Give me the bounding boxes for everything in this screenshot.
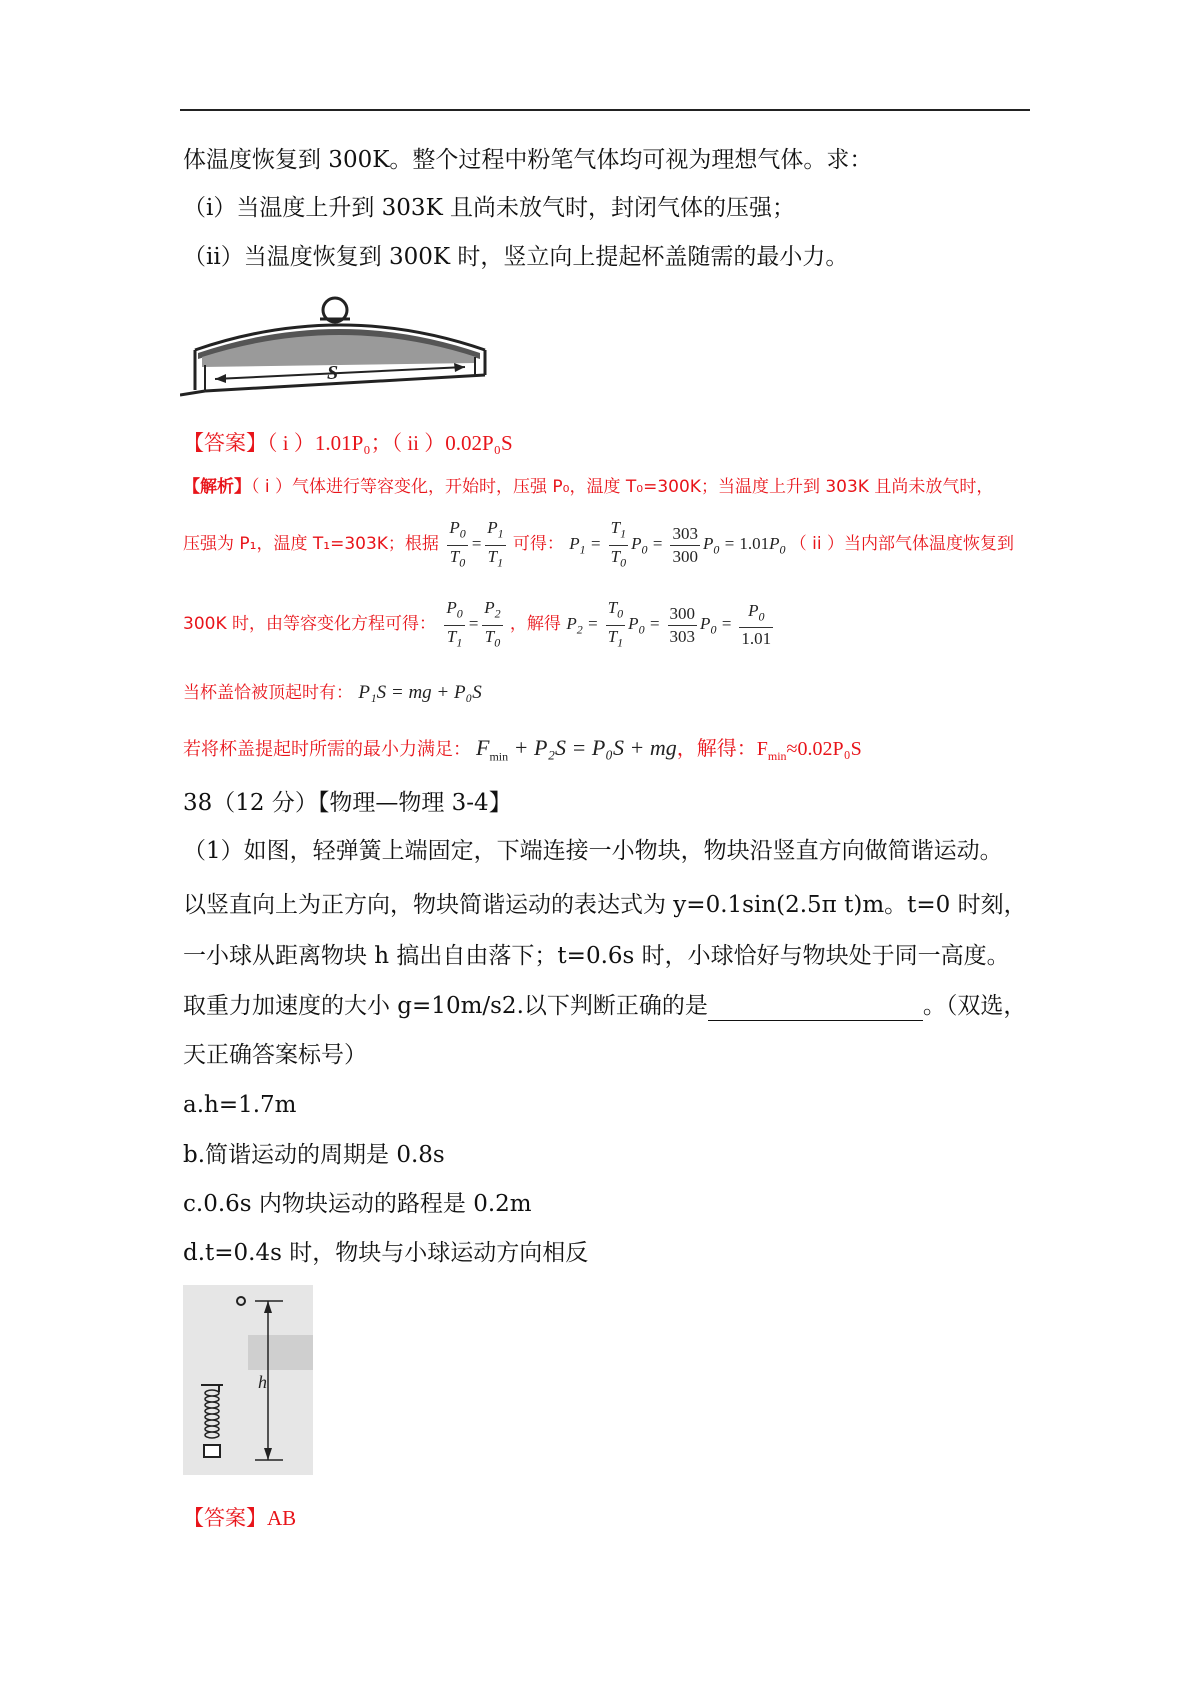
q37-answer: [183, 428, 513, 458]
answer-blank: [708, 996, 923, 1021]
q37-analysis-line5: 若将杯盖提起时所需的最小力满足： $F_{min} + P_2S = P_0S$ + mg，解得：$F_{min}\approx 0.02P_0S$: [183, 735, 862, 764]
answer-text: （ i ）1.01P₀；（ ii ）0.02P₀S: [267, 431, 513, 455]
spring-figure: [183, 1285, 313, 1475]
q38-line3: 一小球从距离物块 h 搞出自由落下；t=0.6s 时，小球恰好与物块处于同一高度。: [183, 943, 1010, 969]
q37-analysis-line1: 【解析】（ i ）气体进行等容变化，开始时，压强 P₀，温度 T₀=300K；当温度上升到 303K 且尚未放气时，: [183, 477, 994, 497]
figure-label-h: h: [258, 1372, 267, 1392]
answer-tag: 【答案】: [183, 431, 267, 455]
q37-line1: 体温度恢复到 300K。整个过程中粉笔气体均可视为理想气体。求：: [183, 147, 873, 173]
option-b: b.简谐运动的周期是 0.8s: [183, 1142, 445, 1168]
cup-lid-figure: [180, 295, 500, 405]
option-d: d.t=0.4s 时，物块与小球运动方向相反: [183, 1240, 589, 1266]
q37-part-ii: （ii）当温度恢复到 300K 时，竖立向上提起杯盖随需的最小力。: [183, 244, 849, 270]
formula-ratio: $\frac{P_0}{T_0}$ = $\frac{P_1}{T_1}$: [449, 518, 504, 569]
answer-tag: 【答案】: [183, 1506, 267, 1530]
q38-answer: [183, 1503, 296, 1533]
formula-fmin: $F_{min} + P_2S = P_0S$ + mg: [476, 735, 677, 764]
formula-isochoric: $\frac{P_0}{T_1}$ = $\frac{P_2}{T_0}$: [446, 598, 501, 649]
q38-line5: 天正确答案标号）: [183, 1042, 367, 1068]
formula-lift: P₁S = mg + P₀S: [358, 682, 482, 703]
q38-header: 38（12 分）【物理—物理 3-4】: [183, 790, 512, 816]
q37-analysis-line2: 压强为 P₁，温度 T₁=303K；根据 $\frac{P_0}{T_0}$ = $\frac{P_1}{T_1}$ 可得： $P_1$ = $\frac{T_1}{T_0}$ $P_0$ = $\frac{303}{300}$ $P_0 = 1.01P_0$ （ ii ）当内部气体温度恢复到: [183, 518, 1014, 569]
formula-p1: $P_1$ = $\frac{T_1}{T_0}$ $P_0$ = $\frac{303}{300}$ $P_0 = 1.01P_0$: [569, 518, 786, 569]
answer-text: AB: [267, 1506, 297, 1530]
q37-analysis-line3: 300K 时，由等容变化方程可得： $\frac{P_0}{T_1}$ = $\frac{P_2}{T_0}$ ，解得 $P_2$ = $\frac{T_0}{T_1}$ $P_0$ = $\frac{300}{303}$ $P_0$ = $\frac{P_0}{1.01}$: [183, 595, 776, 658]
q38-line2: 以竖直向上为正方向，物块简谐运动的表达式为 y=0.1sin(2.5π t)m。t=0 时刻，: [183, 892, 1027, 918]
q38-line4: 取重力加速度的大小 g=10m/s2.以下判断正确的是 。（双选，: [183, 993, 1027, 1019]
header-rule: [180, 109, 1030, 111]
q38-line1: （1）如图，轻弹簧上端固定，下端连接一小物块，物块沿竖直方向做简谐运动。: [183, 838, 1003, 864]
option-a: a.h=1.7m: [183, 1092, 297, 1118]
option-c: c.0.6s 内物块运动的路程是 0.2m: [183, 1191, 532, 1217]
figure-label-s: S: [327, 362, 339, 384]
analysis-tag: 【解析】: [183, 477, 251, 497]
formula-p2: $P_2$ = $\frac{T_0}{T_1}$ $P_0$ = $\frac{300}{303}$ $P_0$ = $\frac{P_0}{1.01}$: [566, 598, 772, 649]
q37-analysis-line4: 当杯盖恰被顶起时有： P₁S = mg + P₀S: [183, 682, 482, 703]
q37-part-i: （i）当温度上升到 303K 且尚未放气时，封闭气体的压强；: [183, 195, 796, 221]
